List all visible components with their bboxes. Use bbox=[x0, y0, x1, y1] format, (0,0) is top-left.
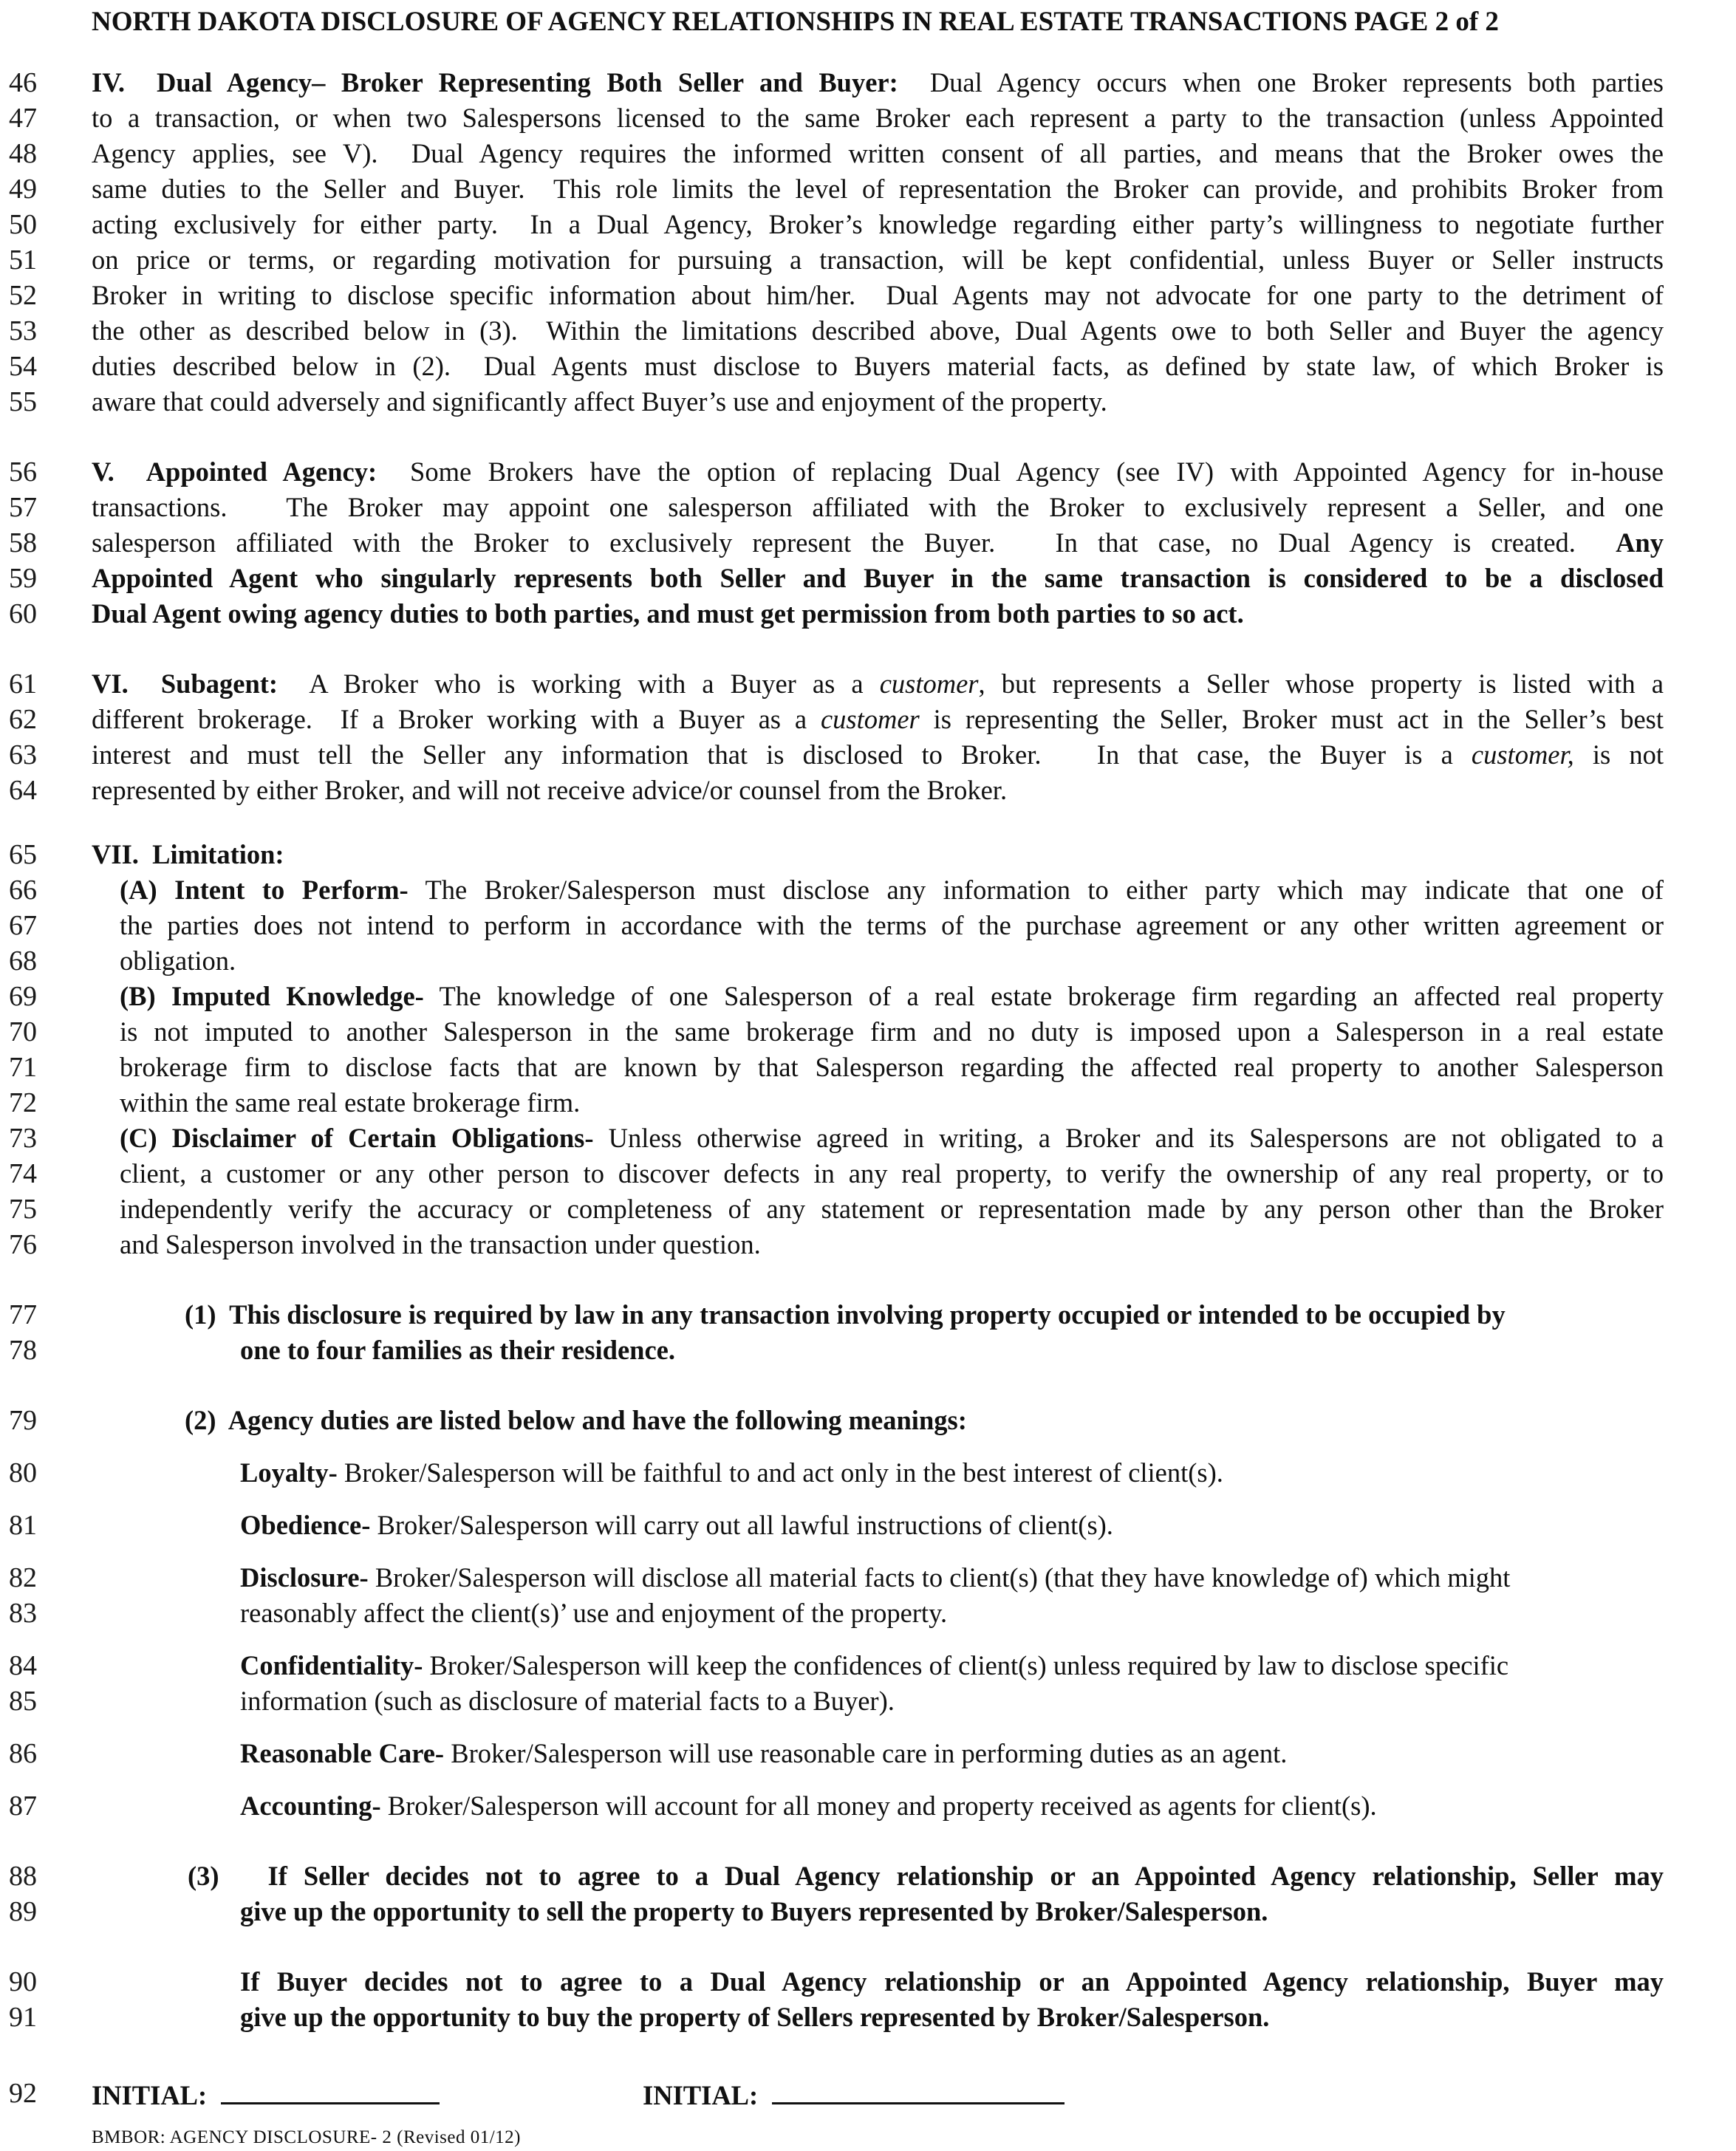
bold-text-segment: (2) Agency duties are listed below and have the following meanings: bbox=[185, 1405, 967, 1435]
document-line bbox=[0, 1014, 1706, 1050]
line-text bbox=[240, 1964, 1664, 2000]
line-text bbox=[92, 702, 1664, 737]
document-line bbox=[0, 737, 1706, 773]
line-number: 60 bbox=[9, 598, 37, 629]
line-number: 73 bbox=[9, 1123, 37, 1154]
document-line bbox=[0, 349, 1706, 384]
line-text bbox=[92, 837, 1664, 872]
document-line bbox=[0, 1683, 1706, 1719]
document-line bbox=[0, 454, 1706, 490]
text-segment: Dual Agency occurs when one Broker represents both parties bbox=[898, 67, 1664, 98]
bold-text-segment: Obedience- bbox=[240, 1510, 371, 1540]
document-line bbox=[0, 1648, 1706, 1683]
line-number: 63 bbox=[9, 739, 37, 770]
line-text bbox=[120, 1227, 1664, 1262]
document-line bbox=[0, 1560, 1706, 1596]
text-segment: Some Brokers have the option of replacing Dual Agency (see IV) with Appointed Agency for in-house bbox=[377, 456, 1664, 487]
line-text bbox=[92, 136, 1664, 171]
document-line bbox=[0, 136, 1706, 171]
line-text bbox=[120, 1191, 1664, 1227]
bold-text-segment: Reasonable Care- bbox=[240, 1738, 445, 1768]
line-text bbox=[240, 1596, 1664, 1631]
line-number: 65 bbox=[9, 839, 37, 870]
document-line bbox=[0, 1333, 1706, 1368]
bold-text-segment: Accounting- bbox=[240, 1791, 381, 1821]
bold-text-segment: Any bbox=[1616, 527, 1664, 558]
line-number: 81 bbox=[9, 1510, 37, 1541]
line-text bbox=[92, 349, 1664, 384]
line-number: 76 bbox=[9, 1229, 37, 1260]
text-segment: Broker/Salesperson will keep the confidences of client(s) unless required by law to disclose specific bbox=[423, 1650, 1509, 1680]
document-line bbox=[0, 1403, 1706, 1438]
line-number: 62 bbox=[9, 704, 37, 735]
line-number: 55 bbox=[9, 386, 37, 417]
line-number: 67 bbox=[9, 910, 37, 941]
line-number: 66 bbox=[9, 875, 37, 906]
document-line bbox=[0, 490, 1706, 525]
line-text bbox=[120, 1014, 1664, 1050]
line-text bbox=[92, 561, 1664, 596]
line-number: 82 bbox=[9, 1562, 37, 1593]
document-line bbox=[0, 702, 1706, 737]
text-segment: acting exclusively for either party. In a Dual Agency, Broker’s knowledge regarding either party’s willingness to negotiate further bbox=[92, 209, 1664, 239]
line-text bbox=[92, 737, 1664, 773]
bold-text-segment: Dual Agent owing agency duties to both parties, and must get permission from both parties to so act. bbox=[92, 598, 1244, 629]
document-line bbox=[0, 1894, 1706, 1929]
line-text bbox=[92, 384, 1664, 420]
text-segment: The Broker/Salesperson must disclose any information to either party which may indicate that one of bbox=[408, 875, 1664, 905]
line-text bbox=[240, 1648, 1664, 1683]
line-number: 53 bbox=[9, 315, 37, 346]
document-line bbox=[0, 1191, 1706, 1227]
line-text bbox=[92, 100, 1664, 136]
line-text bbox=[92, 666, 1664, 702]
document-line bbox=[0, 384, 1706, 420]
line-number: 56 bbox=[9, 456, 37, 488]
line-text bbox=[240, 1788, 1664, 1824]
line-number: 87 bbox=[9, 1791, 37, 1822]
document-line bbox=[0, 979, 1706, 1014]
text-segment: to a transaction, or when two Salespersons licensed to the same Broker each represent a party to the transaction (unless Appointed bbox=[92, 103, 1664, 133]
text-segment: same duties to the Seller and Buyer. This role limits the level of representation the Broker can provide, and prohibits Broker from bbox=[92, 174, 1664, 204]
initial-label-2: INITIAL: bbox=[643, 2080, 759, 2110]
document-line bbox=[0, 1297, 1706, 1333]
document-line bbox=[0, 65, 1706, 100]
line-text bbox=[120, 1121, 1664, 1156]
text-segment: is not imputed to another Salesperson in the same brokerage firm and no duty is imposed upon a Salesperson in a real estate bbox=[120, 1016, 1664, 1047]
line-number: 72 bbox=[9, 1087, 37, 1118]
document-line bbox=[0, 2000, 1706, 2035]
document-line bbox=[0, 1227, 1706, 1262]
line-text bbox=[92, 454, 1664, 490]
line-text bbox=[185, 1297, 1664, 1333]
line-number: 70 bbox=[9, 1016, 37, 1047]
line-number: 69 bbox=[9, 981, 37, 1012]
line-number: 89 bbox=[9, 1896, 37, 1927]
bold-text-segment: If Buyer decides not to agree to a Dual Agency relationship or an Appointed Agency relationship, Buyer may bbox=[240, 1966, 1664, 1997]
text-segment: obligation. bbox=[120, 945, 236, 976]
document-line bbox=[0, 561, 1706, 596]
bold-text-segment: (C) Disclaimer of Certain Obligations- bbox=[120, 1123, 594, 1153]
line-number: 71 bbox=[9, 1052, 37, 1083]
document-line bbox=[0, 666, 1706, 702]
line-number: 68 bbox=[9, 945, 37, 977]
bold-text-segment: Disclosure- bbox=[240, 1562, 369, 1593]
text-segment: and Salesperson involved in the transaction under question. bbox=[120, 1229, 761, 1259]
document-line bbox=[0, 1455, 1706, 1491]
line-number: 64 bbox=[9, 775, 37, 806]
line-text bbox=[92, 525, 1664, 561]
line-number: 61 bbox=[9, 668, 37, 700]
line-number: 77 bbox=[9, 1299, 37, 1330]
initial-field-2[interactable] bbox=[772, 2076, 1065, 2104]
line-text bbox=[92, 278, 1664, 313]
bold-text-segment: Loyalty- bbox=[240, 1457, 338, 1488]
text-segment: different brokerage. If a Broker working with a Buyer as a bbox=[92, 704, 821, 734]
text-segment: independently verify the accuracy or completeness of any statement or representation made by any person other than the Broker bbox=[120, 1194, 1664, 1224]
document-line bbox=[0, 837, 1706, 872]
line-number: 75 bbox=[9, 1194, 37, 1225]
bold-text-segment: Appointed Agent who singularly represents both Seller and Buyer in the same transaction is considered to be a disclosed bbox=[92, 563, 1664, 593]
bold-text-segment: (3) If Seller decides not to agree to a Dual Agency relationship or an Appointed Agency relationship, Seller may bbox=[188, 1861, 1664, 1891]
bold-text-segment: VII. Limitation: bbox=[92, 839, 284, 869]
document-line bbox=[0, 1788, 1706, 1824]
text-segment: Broker in writing to disclose specific information about him/her. Dual Agents may not advocate for one party to the detriment of bbox=[92, 280, 1664, 310]
line-text bbox=[188, 1858, 1664, 1894]
document-line bbox=[0, 1121, 1706, 1156]
bold-text-segment: Confidentiality- bbox=[240, 1650, 423, 1680]
initial-field-1[interactable] bbox=[221, 2076, 440, 2104]
document-title: NORTH DAKOTA DISCLOSURE OF AGENCY RELATIONSHIPS IN REAL ESTATE TRANSACTIONS PAGE 2 of 2 bbox=[92, 7, 1499, 37]
text-segment: on price or terms, or regarding motivation for pursuing a transaction, will be kept confidential, unless Buyer or Seller instructs bbox=[92, 244, 1664, 275]
line-number: 85 bbox=[9, 1686, 37, 1717]
text-segment: information (such as disclosure of material facts to a Buyer). bbox=[240, 1686, 895, 1716]
document-line bbox=[0, 1858, 1706, 1894]
document-line bbox=[0, 1508, 1706, 1543]
document-line bbox=[0, 100, 1706, 136]
bold-text-segment: IV. Dual Agency– Broker Representing Both Seller and Buyer: bbox=[92, 67, 898, 98]
document-line bbox=[0, 596, 1706, 632]
bold-text-segment: VI. Subagent: bbox=[92, 668, 278, 699]
document-line bbox=[0, 1050, 1706, 1085]
line-text bbox=[92, 596, 1664, 632]
line-text bbox=[240, 1455, 1664, 1491]
document-line bbox=[0, 773, 1706, 808]
line-number: 74 bbox=[9, 1158, 37, 1189]
line-number: 83 bbox=[9, 1598, 37, 1629]
bold-text-segment: give up the opportunity to buy the property of Sellers represented by Broker/Salesperson. bbox=[240, 2002, 1270, 2032]
line-number: 78 bbox=[9, 1335, 37, 1366]
line-number: 48 bbox=[9, 138, 37, 169]
document-line bbox=[0, 1085, 1706, 1121]
line-text bbox=[240, 1560, 1664, 1596]
text-segment: salesperson affiliated with the Broker to exclusively represent the Buyer. In that case, no Dual Agency is created. bbox=[92, 527, 1616, 558]
text-segment: interest and must tell the Seller any information that is disclosed to Broker. In that case, the Buyer is a bbox=[92, 739, 1472, 770]
line-number: 50 bbox=[9, 209, 37, 240]
line-number: 88 bbox=[9, 1861, 37, 1892]
text-segment: reasonably affect the client(s)’ use and enjoyment of the property. bbox=[240, 1598, 948, 1628]
italic-text-segment: customer, bbox=[1471, 739, 1574, 770]
line-number: 58 bbox=[9, 527, 37, 558]
document-line bbox=[0, 1156, 1706, 1191]
bold-text-segment: (1) This disclosure is required by law in any transaction involving property occupied or intended to be occupied by bbox=[185, 1299, 1506, 1330]
bold-text-segment: give up the opportunity to sell the property to Buyers represented by Broker/Salesperson. bbox=[240, 1896, 1268, 1926]
line-text bbox=[92, 490, 1664, 525]
text-segment: Agency applies, see V). Dual Agency requires the informed written consent of all parties, and means that the Broker owes the bbox=[92, 138, 1664, 168]
italic-text-segment: customer bbox=[820, 704, 920, 734]
line-number: 86 bbox=[9, 1738, 37, 1769]
text-segment: is representing the Seller, Broker must act in the Seller’s best bbox=[919, 704, 1664, 734]
line-text bbox=[92, 242, 1664, 278]
line-number: 54 bbox=[9, 351, 37, 382]
form-footer: BMBOR: AGENCY DISCLOSURE- 2 (Revised 01/12) bbox=[92, 2127, 522, 2147]
line-number: 90 bbox=[9, 1966, 37, 1997]
line-number: 46 bbox=[9, 67, 37, 98]
text-segment: aware that could adversely and significantly affect Buyer’s use and enjoyment of the property. bbox=[92, 386, 1107, 417]
text-segment: Broker/Salesperson will account for all money and property received as agents for client(s). bbox=[380, 1791, 1377, 1821]
text-segment: The knowledge of one Salesperson of a real estate brokerage firm regarding an affected real property bbox=[423, 981, 1664, 1011]
text-segment: Broker/Salesperson will use reasonable care in performing duties as an agent. bbox=[444, 1738, 1288, 1768]
text-segment: the other as described below in (3). Within the limitations described above, Dual Agents owe to both Seller and Buyer the agency bbox=[92, 315, 1664, 346]
italic-text-segment: customer bbox=[879, 668, 979, 699]
line-text bbox=[240, 1508, 1664, 1543]
line-text bbox=[240, 2000, 1664, 2035]
line-text bbox=[92, 773, 1664, 808]
text-segment: Unless otherwise agreed in writing, a Broker and its Salespersons are not obligated to a bbox=[593, 1123, 1664, 1153]
document-line bbox=[0, 943, 1706, 979]
document-line bbox=[0, 908, 1706, 943]
bold-text-segment: (A) Intent to Perform- bbox=[120, 875, 409, 905]
line-text bbox=[120, 908, 1664, 943]
document-line bbox=[0, 1596, 1706, 1631]
text-segment: is not bbox=[1573, 739, 1664, 770]
initial-label-1: INITIAL: bbox=[92, 2080, 208, 2110]
line-number: 92 bbox=[9, 2078, 37, 2109]
line-number: 79 bbox=[9, 1405, 37, 1436]
document-line bbox=[0, 171, 1706, 207]
line-text bbox=[120, 872, 1664, 908]
line-text bbox=[185, 1403, 1664, 1438]
text-segment: Broker/Salesperson will carry out all lawful instructions of client(s). bbox=[370, 1510, 1113, 1540]
line-text bbox=[240, 1894, 1664, 1929]
document-line bbox=[0, 1736, 1706, 1771]
text-segment: Broker/Salesperson will be faithful to and act only in the best interest of client(s). bbox=[337, 1457, 1223, 1488]
line-text bbox=[120, 979, 1664, 1014]
document-line bbox=[0, 278, 1706, 313]
line-number: 51 bbox=[9, 244, 37, 276]
text-segment: brokerage firm to disclose facts that are known by that Salesperson regarding the affected real property to another Salesperson bbox=[120, 1052, 1664, 1082]
bold-text-segment: (B) Imputed Knowledge- bbox=[120, 981, 424, 1011]
line-text bbox=[120, 1050, 1664, 1085]
line-text bbox=[120, 1085, 1664, 1121]
text-segment: duties described below in (2). Dual Agents must disclose to Buyers material facts, as defined by state law, of which Broker is bbox=[92, 351, 1664, 381]
document-line bbox=[0, 242, 1706, 278]
document-line bbox=[0, 313, 1706, 349]
line-number: 57 bbox=[9, 492, 37, 523]
line-text bbox=[120, 943, 1664, 979]
line-text bbox=[240, 1333, 1664, 1368]
initials-row bbox=[0, 2076, 1706, 2111]
text-segment: , but represents a Seller whose property is listed with a bbox=[978, 668, 1664, 699]
line-text bbox=[92, 171, 1664, 207]
line-text bbox=[92, 65, 1664, 100]
text-segment: client, a customer or any other person to discover defects in any real property, to verify the ownership of any real property, or to bbox=[120, 1158, 1664, 1189]
document-line bbox=[0, 207, 1706, 242]
line-number: 91 bbox=[9, 2002, 37, 2033]
text-segment: represented by either Broker, and will not receive advice/or counsel from the Broker. bbox=[92, 775, 1008, 805]
line-number: 52 bbox=[9, 280, 37, 311]
document-line bbox=[0, 1964, 1706, 2000]
line-text bbox=[120, 1156, 1664, 1191]
text-segment: within the same real estate brokerage firm. bbox=[120, 1087, 581, 1118]
bold-text-segment: one to four families as their residence. bbox=[240, 1335, 675, 1365]
line-number: 47 bbox=[9, 103, 37, 134]
line-number: 84 bbox=[9, 1650, 37, 1681]
line-text bbox=[92, 313, 1664, 349]
bold-text-segment: V. Appointed Agency: bbox=[92, 456, 377, 487]
line-text bbox=[240, 1683, 1664, 1719]
line-number: 59 bbox=[9, 563, 37, 594]
text-segment: A Broker who is working with a Buyer as a bbox=[278, 668, 880, 699]
line-number: 49 bbox=[9, 174, 37, 205]
document-line bbox=[0, 872, 1706, 908]
line-text bbox=[92, 207, 1664, 242]
text-segment: the parties does not intend to perform in accordance with the terms of the purchase agreement or any other written agreement or bbox=[120, 910, 1664, 940]
text-segment: transactions. The Broker may appoint one salesperson affiliated with the Broker to exclusively represent a Seller, and one bbox=[92, 492, 1664, 522]
line-number: 80 bbox=[9, 1457, 37, 1488]
text-segment: Broker/Salesperson will disclose all material facts to client(s) (that they have knowledge of) which might bbox=[368, 1562, 1511, 1593]
line-text bbox=[240, 1736, 1664, 1771]
document-line bbox=[0, 525, 1706, 561]
